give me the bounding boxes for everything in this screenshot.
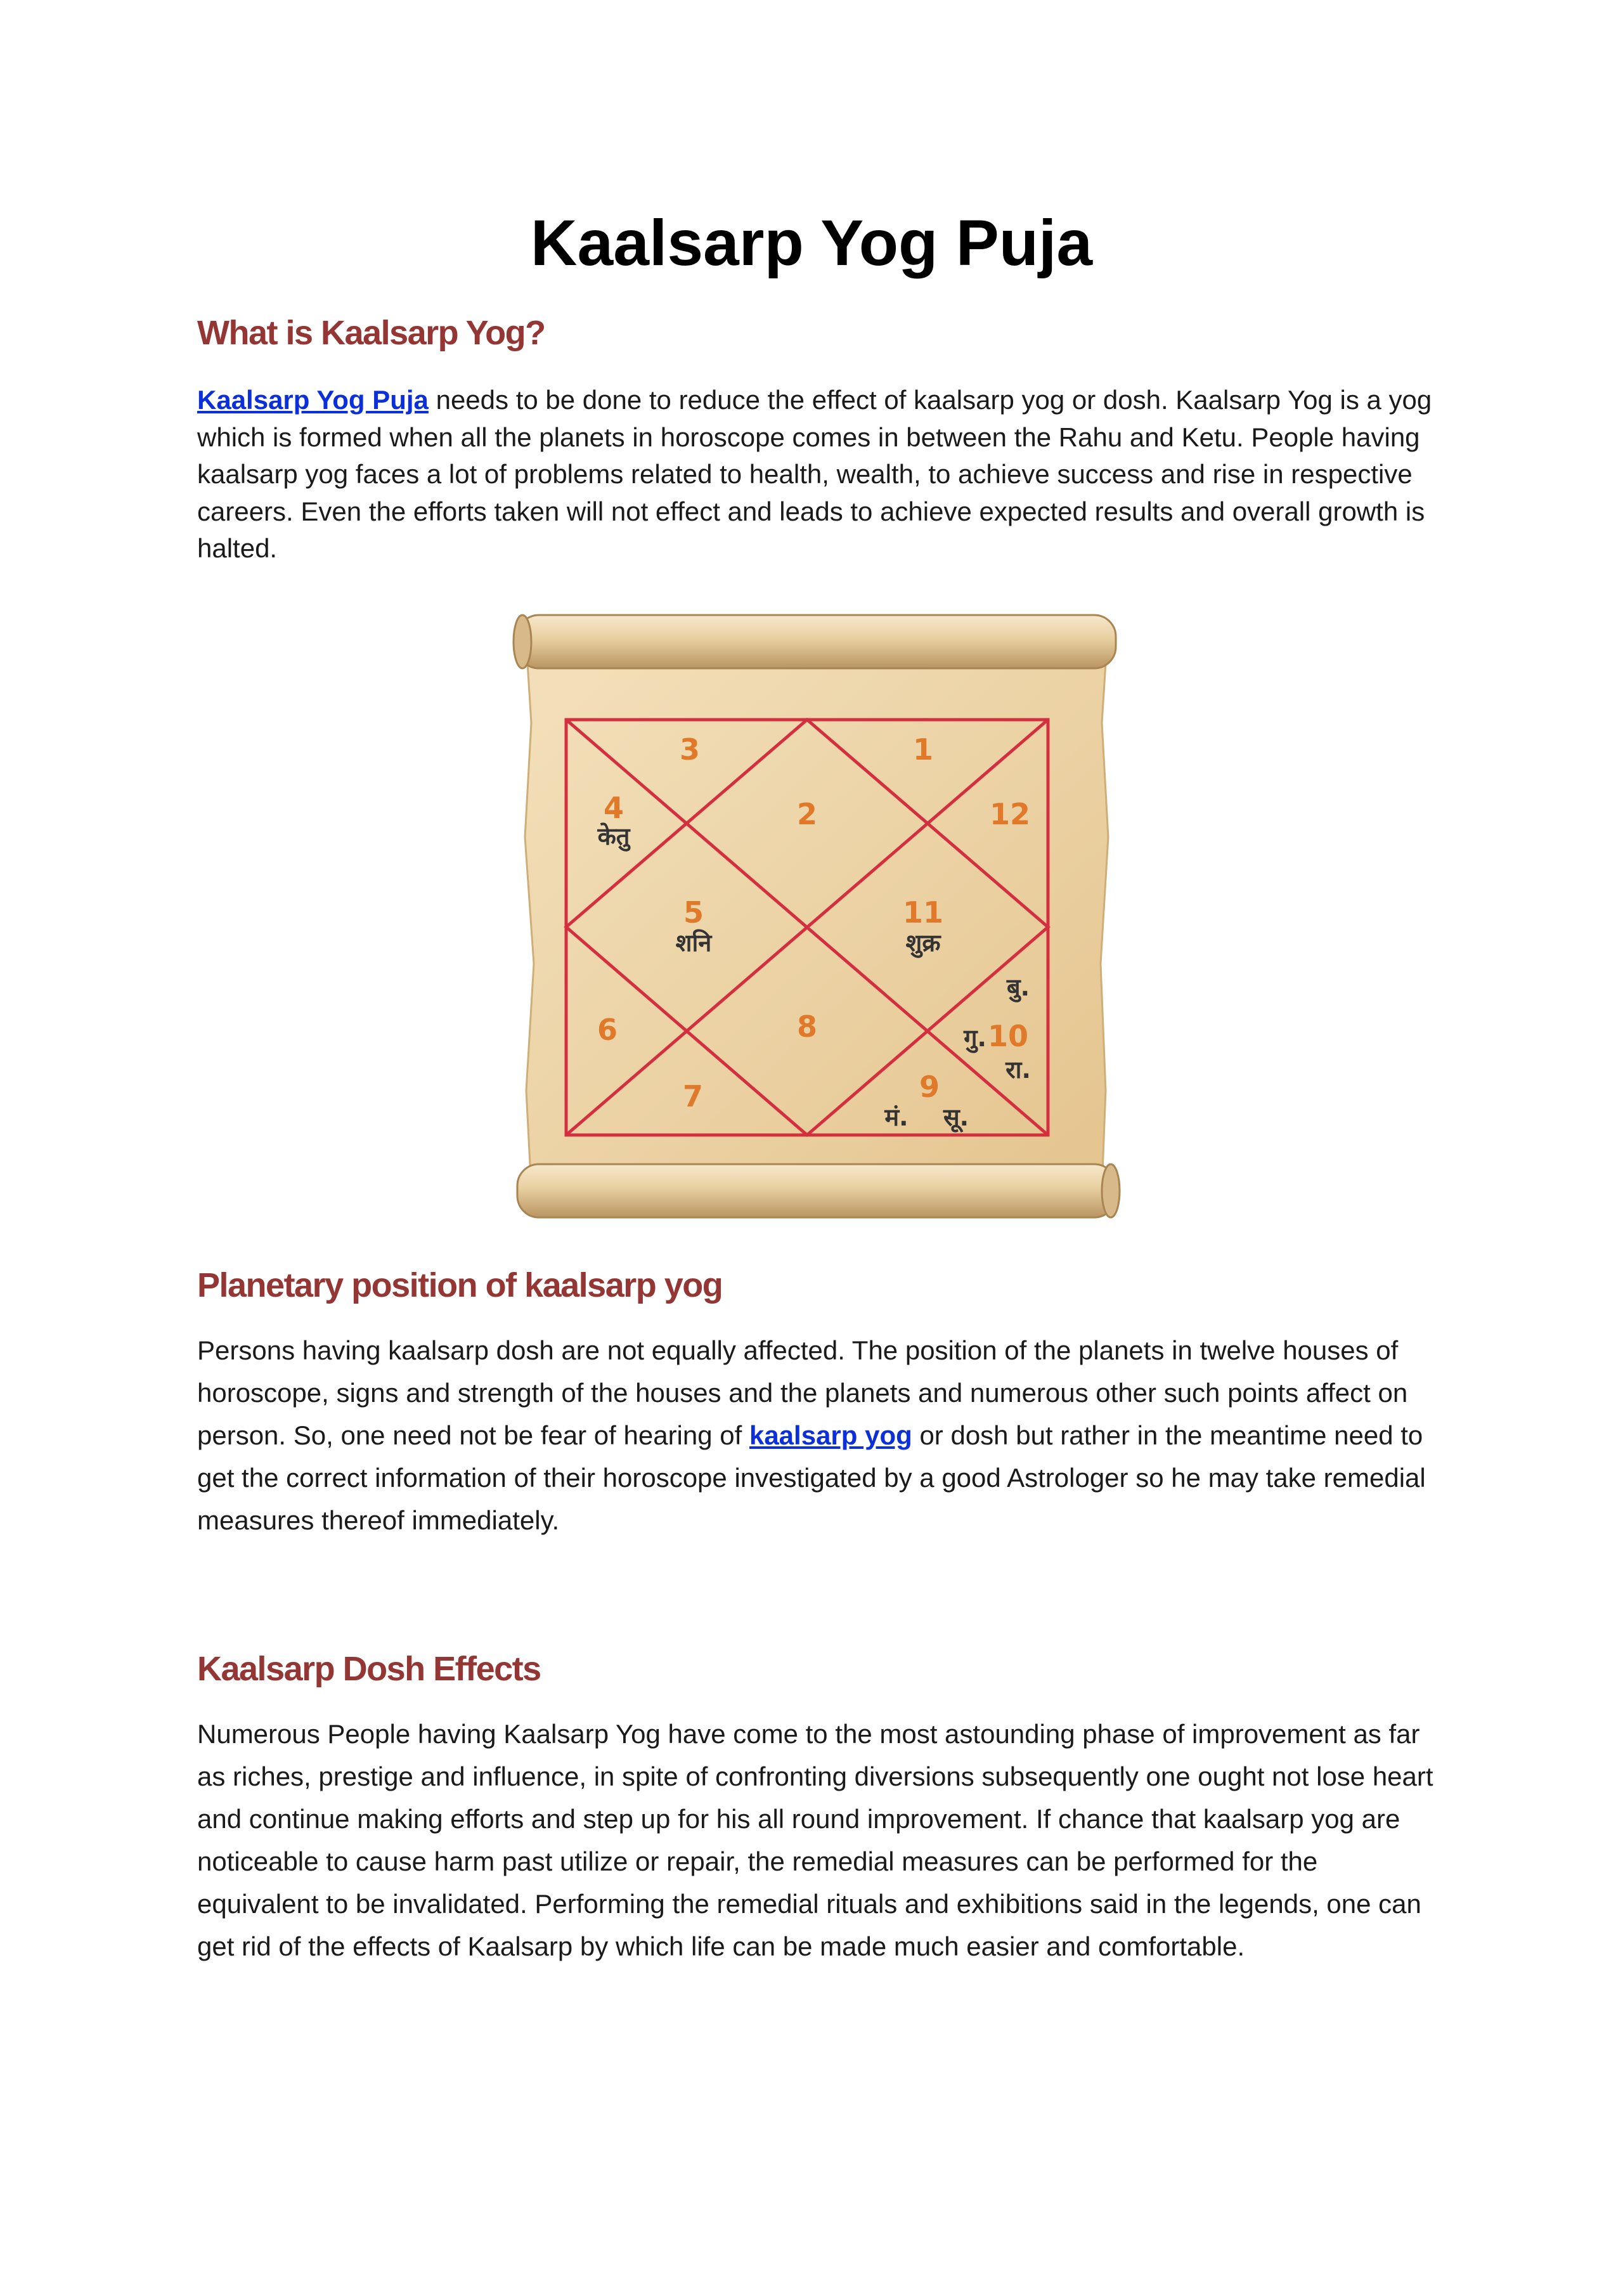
planet-label-mangal: मं. xyxy=(884,1103,908,1131)
planet-label-rahu: रा. xyxy=(1005,1056,1031,1084)
planet-label-ketu: केतु xyxy=(597,822,630,850)
section-heading-planetary-position: Planetary position of kaalsarp yog xyxy=(197,1266,723,1304)
parchment-sheet xyxy=(525,644,1108,1189)
house-number-6: 6 xyxy=(597,1013,618,1047)
house-number-1: 1 xyxy=(912,732,934,767)
planetary-text-before: Persons having kaalsarp dosh are not equally affected. The position of the planets in twelve houses of horoscope, signs and strength of the houses and the planets and numerous other such points affect on person. So, one need not be fear of hearing of xyxy=(197,1335,1408,1450)
planet-label-shani: शनि xyxy=(675,929,712,957)
section-heading-dosh-effects: Kaalsarp Dosh Effects xyxy=(197,1650,541,1688)
planet-label-guru: गु. xyxy=(964,1024,986,1052)
planet-label-budh: बु. xyxy=(1006,973,1030,1001)
planetary-position-paragraph xyxy=(197,1329,1440,1541)
dosh-effects-paragraph: Numerous People having Kaalsarp Yog have come to the most astounding phase of improvement as far as riches, prestige and influence, in spite of confronting diversions subsequently one ought not lose heart and continue making efforts and step up for his all round improvement. If chance that kaalsarp yog are noticeable to cause harm past utilize or repair, the remedial measures can be performed for the equivalent to be invalidated. Performing the remedial rituals and exhibitions said in the legends, one can get rid of the effects of Kaalsarp by which life can be made much easier and comfortable. xyxy=(197,1719,1433,1961)
intro-paragraph xyxy=(197,382,1440,568)
house-number-4: 4 xyxy=(603,791,624,825)
scroll-top-roll xyxy=(517,615,1116,668)
house-number-5: 5 xyxy=(683,895,704,930)
house-number-10: 10 xyxy=(987,1019,1029,1053)
house-number-8: 8 xyxy=(796,1009,818,1044)
house-number-9: 9 xyxy=(919,1070,940,1104)
house-number-11: 11 xyxy=(902,895,944,930)
house-number-12: 12 xyxy=(989,797,1031,831)
house-number-2: 2 xyxy=(796,797,818,831)
planetary-text-after: or dosh but rather in the meantime need to get the correct information of their horoscope investigated by a good Astrologer so he may take remedial measures thereof immediately. xyxy=(197,1420,1426,1535)
planet-label-surya: सू. xyxy=(943,1103,969,1131)
section-heading-what-is: What is Kaalsarp Yog? xyxy=(197,314,545,352)
house-number-7: 7 xyxy=(682,1079,704,1113)
planet-label-shukra: शुक्र xyxy=(905,929,941,957)
page-title: Kaalsarp Yog Puja xyxy=(530,207,1093,279)
intro-paragraph-text: needs to be done to reduce the effect of kaalsarp yog or dosh. Kaalsarp Yog is a yog which is formed when all the planets in horoscope comes in between the Rahu and Ketu. People having kaalsarp yog faces a lot of problems related to health, wealth, to achieve success and rise in respective careers. Even the efforts taken will not effect and leads to achieve expected results and overall growth is halted. xyxy=(197,385,1432,563)
scroll-bottom-roll xyxy=(517,1164,1116,1217)
kaalsarp-yog-link[interactable]: kaalsarp yog xyxy=(749,1420,912,1450)
house-number-3: 3 xyxy=(679,732,701,767)
kaalsarp-yog-puja-link[interactable]: Kaalsarp Yog Puja xyxy=(197,385,429,415)
horoscope-scroll-image xyxy=(512,609,1121,1224)
